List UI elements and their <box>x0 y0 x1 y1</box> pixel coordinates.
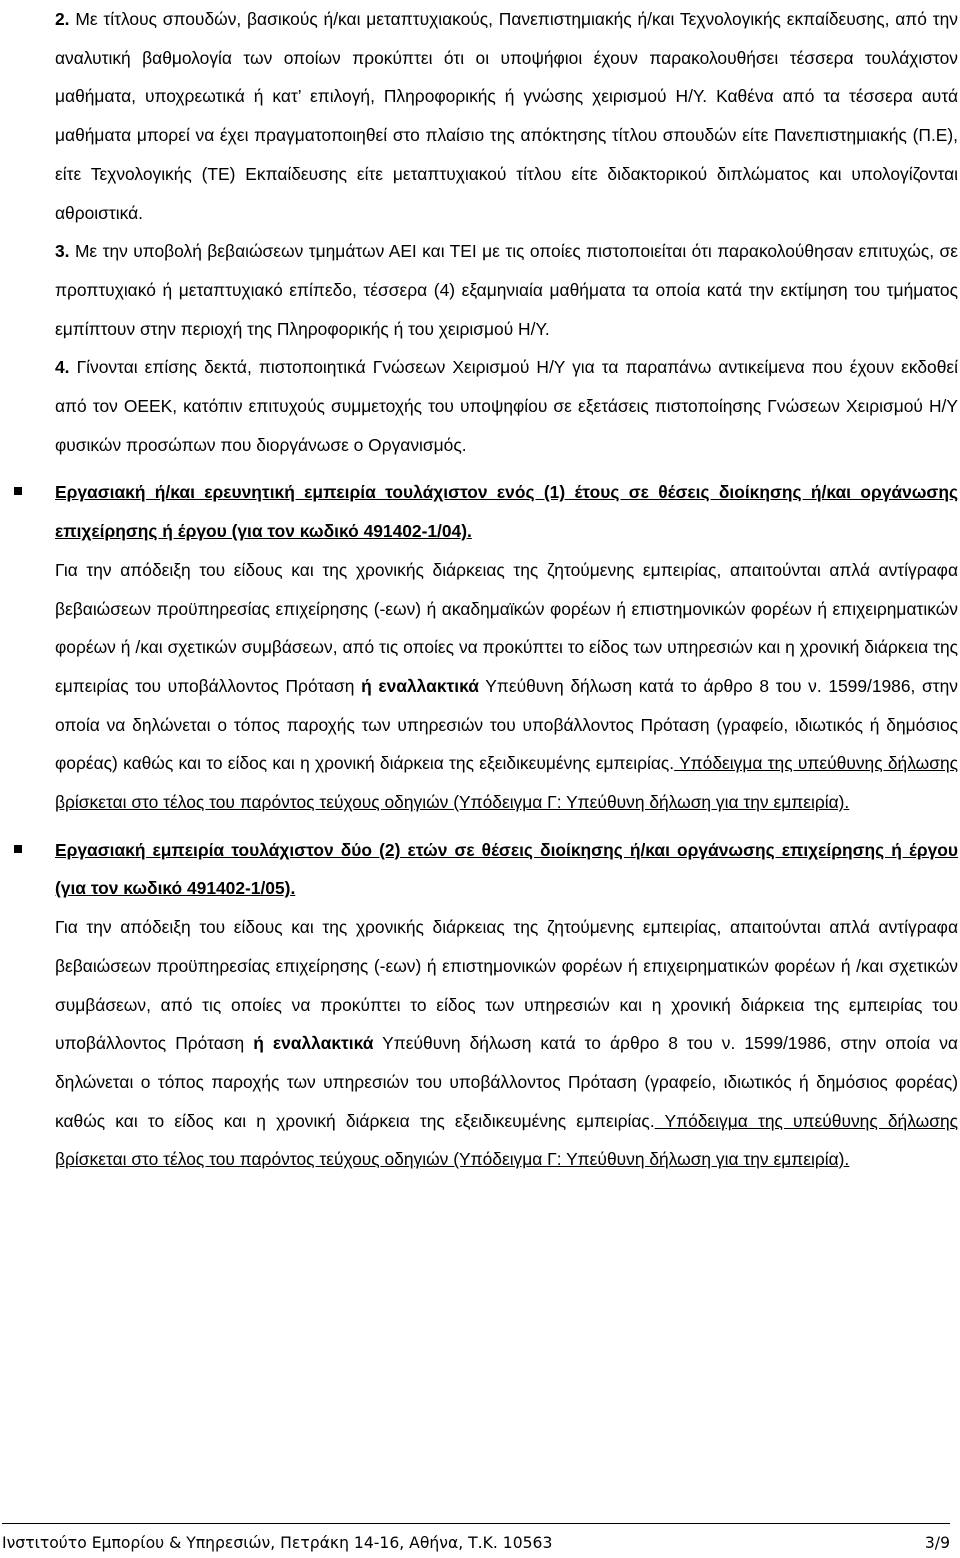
page-footer <box>2 1530 950 1556</box>
numbered-item <box>55 0 958 232</box>
numbered-item <box>55 348 958 464</box>
body-text: Για την απόδειξη του είδους και της χρονικής διάρκειας της ζητούμενης εμπειρίας, απαιτούνται απλά αντίγραφα βεβαιώσεων προϋπηρεσίας επιχείρησης (-εων) ή επιστημονικών φορέων ή επιχειρηματικών φορέων ή /και σχετικών συμβάσεων, από τις οποίες να προκύπτει το είδος των υπηρεσιών και η χρονική διάρκεια της εμπειρίας του υποβάλλοντος Πρόταση <box>55 917 958 1054</box>
item-number: 4. <box>55 357 70 378</box>
square-bullet-icon <box>14 487 22 495</box>
square-bullet-icon <box>14 845 22 853</box>
page-number: 3/9 <box>924 1534 950 1552</box>
bullet-item <box>55 831 958 1179</box>
numbered-item <box>55 232 958 348</box>
body-text: Υπεύθυνη δήλωση κατά το άρθρο 8 του ν. 1599/1986, στην οποία να δηλώνεται ο τόπος παροχής των υπηρεσιών του υποβάλλοντος Πρόταση (γραφείο, ιδιωτικός ή δημόσιος φορέας) καθώς και το είδος και η χρονική διάρκεια της εξειδικευμένης εμπειρίας. <box>55 1033 958 1131</box>
bullet-body <box>55 908 958 1179</box>
bold-text: ή εναλλακτικά <box>361 675 479 696</box>
item-text: Με την υποβολή βεβαιώσεων τμημάτων ΑΕΙ και ΤΕΙ με τις οποίες πιστοποιείται ότι παρακολούθησαν επιτυχώς, σε προπτυχιακό ή μεταπτυχιακό επίπεδο, τέσσερα (4) εξαμηνιαία μαθήματα τα οποία κατά την εκτίμηση του τμήματος εμπίπτουν στην περιοχή της Πληροφορικής ή του χειρισμού Η/Υ. <box>55 241 958 339</box>
bullet-heading: Εργασιακή ή/και ερευνητική εμπειρία τουλάχιστον ενός (1) έτους σε θέσεις διοίκησης ή/και οργάνωσης επιχείρησης ή έργου (για τον κωδικό 491402-1/04). <box>55 482 958 542</box>
body-text: Υπεύθυνη δήλωση κατά το άρθρο 8 του ν. 1599/1986, στην οποία να δηλώνεται ο τόπος παροχής των υπηρεσιών του υποβάλλοντος Πρόταση (γραφείο, ιδιωτικός ή δημόσιος φορέας) καθώς και το είδος και η χρονική διάρκεια της εξειδικευμένης εμπειρίας. <box>55 675 958 774</box>
underlined-note: Υπόδειγμα της υπεύθυνης δήλωσης βρίσκεται στο τέλος του παρόντος τεύχους οδηγιών (Υπόδειγμα Γ: Υπεύθυνη δήλωση για την εμπειρία). <box>55 1110 959 1170</box>
document-body <box>55 0 958 1179</box>
bullet-heading: Εργασιακή εμπειρία τουλάχιστον δύο (2) ετών σε θέσεις διοίκησης ή/και οργάνωσης επιχείρησης ή έργου (για τον κωδικό 491402-1/05). <box>55 839 958 899</box>
item-number: 3. <box>55 241 70 262</box>
body-text: Για την απόδειξη του είδους και της χρονικής διάρκειας της ζητούμενης εμπειρίας, απαιτούνται απλά αντίγραφα βεβαιώσεων προϋπηρεσίας επιχείρησης (-εων) ή ακαδημαϊκών φορέων ή επιστημονικών φορέων ή επιχειρηματικών φορέων ή /και σχετικών συμβάσεων, από τις οποίες να προκύπτει το είδος των υπηρεσιών και η χρονική διάρκεια της εμπειρίας του υποβάλλοντος Πρόταση <box>55 559 958 696</box>
bullet-body <box>55 551 958 822</box>
bullet-item <box>55 473 958 821</box>
underlined-note: Υπόδειγμα της υπεύθυνης δήλωσης βρίσκεται στο τέλος του παρόντος τεύχους οδηγιών (Υπόδειγμα Γ: Υπεύθυνη δήλωση για την εμπειρία). <box>55 753 958 813</box>
item-text: Με τίτλους σπουδών, βασικούς ή/και μεταπτυχιακούς, Πανεπιστημιακής ή/και Τεχνολογικής εκπαίδευσης, από την αναλυτική βαθμολογία των οποίων προκύπτει ότι οι υποψήφιοι έχουν παρακολουθήσει τέσσερα τουλάχιστον μαθήματα, υποχρεωτικά ή κατ’ επιλογή, Πληροφορικής ή γνώσης χειρισμού Η/Υ. Καθένα από τα τέσσερα αυτά μαθήματα μπορεί να έχει πραγματοποιηθεί στο πλαίσιο της απόκτησης τίτλου σπουδών είτε Πανεπιστημιακής (Π.Ε), είτε Τεχνολογικής (ΤΕ) Εκπαίδευσης είτε μεταπτυχιακού τίτλου είτε διδακτορικού διπλώματος και υπολογίζονται αθροιστικά. <box>55 9 958 223</box>
footer-address: Ινστιτούτο Εμπορίου & Υπηρεσιών, Πετράκη 14-16, Αθήνα, Τ.Κ. 10563 <box>2 1534 553 1552</box>
item-text: Γίνονται επίσης δεκτά, πιστοποιητικά Γνώσεων Χειρισμού Η/Υ για τα παραπάνω αντικείμενα που έχουν εκδοθεί από τον ΟΕΕΚ, κατόπιν επιτυχούς συμμετοχής του υποψηφίου σε εξετάσεις πιστοποίησης Γνώσεων Χειρισμού Η/Υ φυσικών προσώπων που διοργάνωσε ο Οργανισμός. <box>55 357 958 455</box>
footer-divider <box>2 1523 950 1524</box>
item-number: 2. <box>55 9 70 29</box>
bold-text: ή εναλλακτικά <box>253 1033 374 1054</box>
